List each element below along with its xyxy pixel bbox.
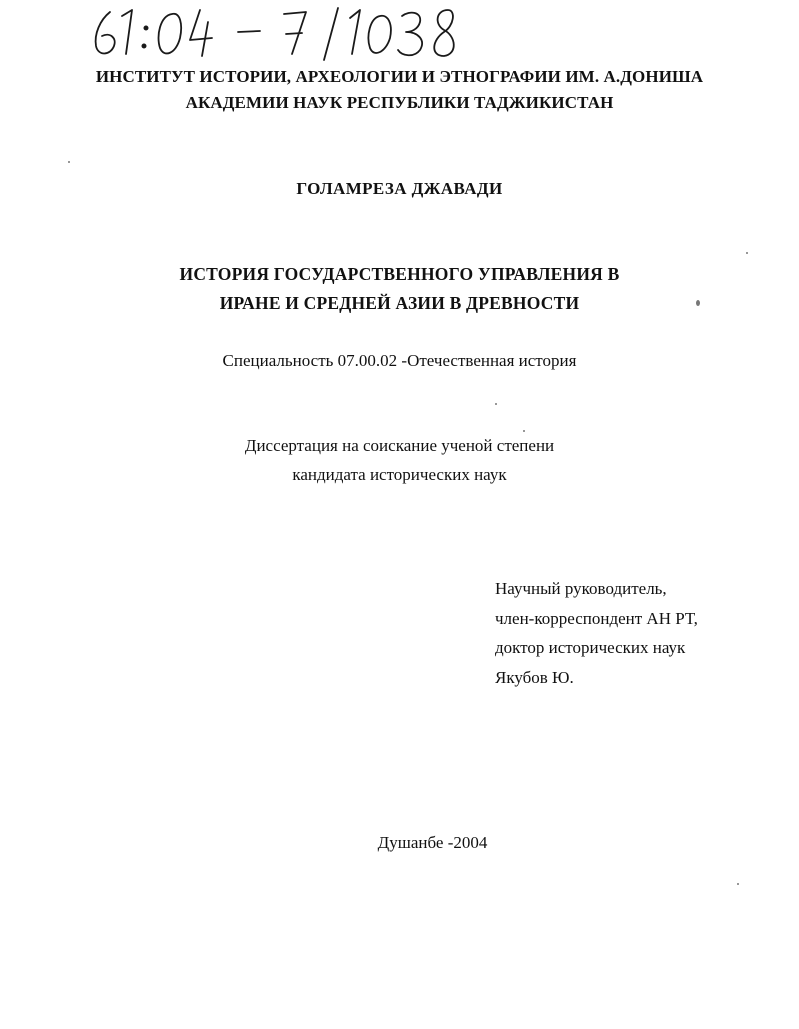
scan-speck bbox=[495, 403, 497, 405]
handwritten-archive-code bbox=[88, 2, 468, 64]
place-year: Душанбе -2004 bbox=[377, 833, 488, 852]
scan-speck bbox=[746, 252, 748, 254]
scan-speck bbox=[737, 883, 739, 885]
institute-line-1: ИНСТИТУТ ИСТОРИИ, АРХЕОЛОГИИ И ЭТНОГРАФИИ ИМ. А.ДОНИША bbox=[95, 67, 704, 86]
supervisor-line-1: Научный руководитель, bbox=[495, 579, 667, 598]
title-line-2: ИРАНЕ И СРЕДНЕЙ АЗИИ В ДРЕВНОСТИ bbox=[219, 293, 580, 313]
scan-speck bbox=[523, 430, 525, 432]
specialty-line: Специальность 07.00.02 -Отечественная история bbox=[222, 351, 577, 370]
scan-speck bbox=[696, 300, 700, 306]
supervisor-line-4: Якубов Ю. bbox=[495, 667, 574, 687]
supervisor-line-2: член-корреспондент АН РТ, bbox=[495, 608, 698, 628]
supervisor-block bbox=[495, 574, 698, 692]
institute-line-2: АКАДЕМИИ НАУК РЕСПУБЛИКИ ТАДЖИКИСТАН bbox=[185, 93, 614, 112]
title-line-1: ИСТОРИЯ ГОСУДАРСТВЕННОГО УПРАВЛЕНИЯ В bbox=[179, 264, 620, 284]
supervisor-line-3: доктор исторических наук bbox=[495, 638, 686, 657]
scan-speck bbox=[68, 161, 70, 163]
dissertation-line-1: Диссертация на соискание ученой степени bbox=[244, 436, 555, 455]
author-name: ГОЛАМРЕЗА ДЖАВАДИ bbox=[296, 179, 503, 198]
dissertation-line-2: кандидата исторических наук bbox=[292, 465, 507, 484]
